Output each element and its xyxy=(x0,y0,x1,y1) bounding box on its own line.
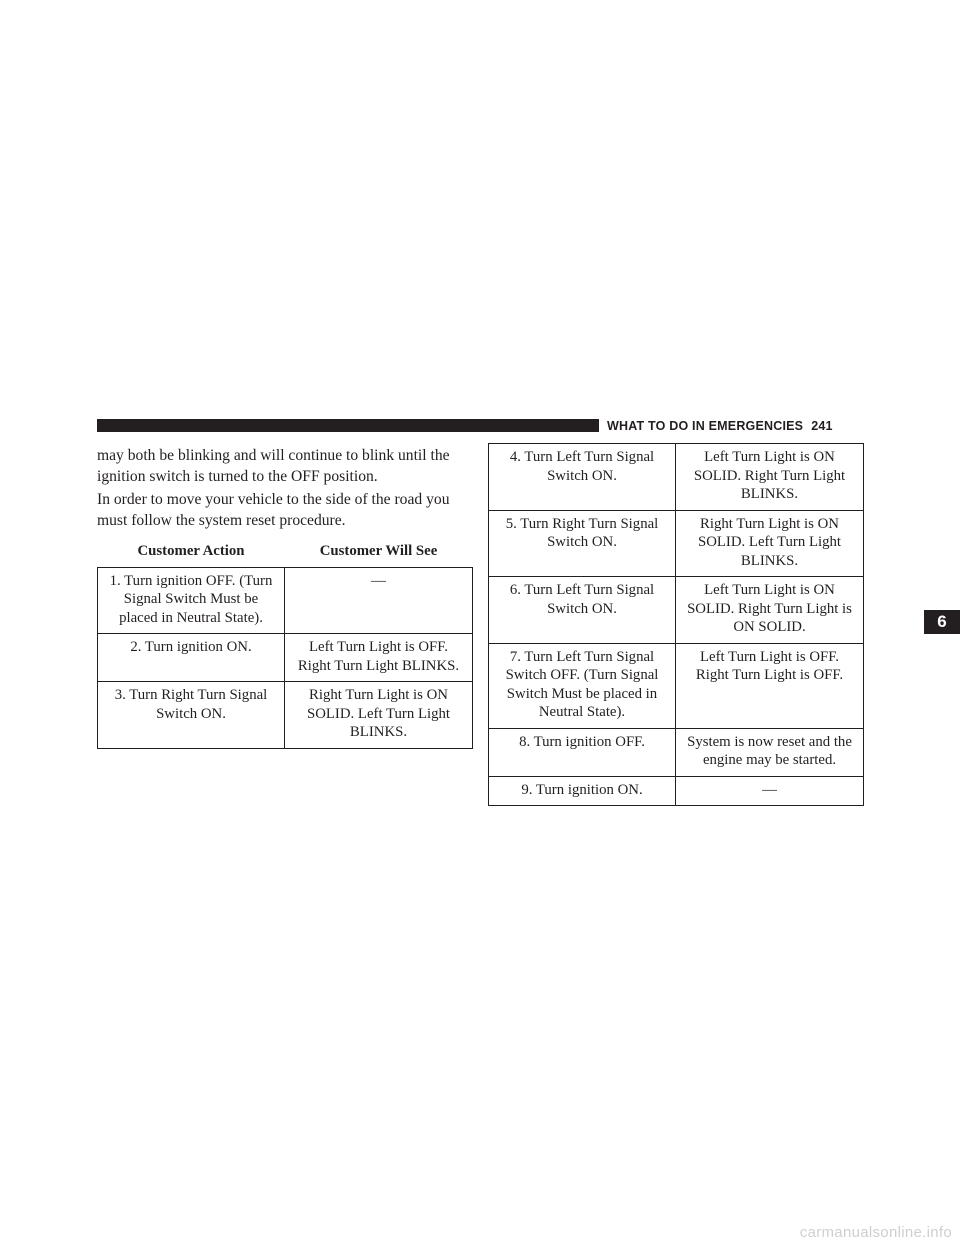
running-header xyxy=(607,418,833,434)
watermark: carmanualsonline.info xyxy=(799,1224,952,1241)
action-cell: 3. Turn Right Turn Signal Switch ON. xyxy=(98,682,285,749)
result-cell: Left Turn Light is ON SOLID. Right Turn Light BLINKS. xyxy=(676,444,864,511)
result-cell: System is now reset and the engine may be started. xyxy=(676,728,864,776)
action-cell: 9. Turn ignition ON. xyxy=(489,776,676,806)
action-cell: 7. Turn Left Turn Signal Switch OFF. (Turn Signal Switch Must be placed in Neutral State). xyxy=(489,643,676,728)
action-cell: 8. Turn ignition OFF. xyxy=(489,728,676,776)
body-paragraph: may both be blinking and will continue to blink until the ignition switch is turned to the OFF position. xyxy=(97,447,450,485)
result-cell: Right Turn Light is ON SOLID. Left Turn Light BLINKS. xyxy=(676,510,864,577)
result-cell: Left Turn Light is OFF. Right Turn Light is OFF. xyxy=(676,643,864,728)
page-number: 241 xyxy=(811,419,833,433)
table-row xyxy=(489,444,864,511)
result-cell: Right Turn Light is ON SOLID. Left Turn Light BLINKS. xyxy=(285,682,473,749)
body-paragraph: In order to move your vehicle to the side of the road you must follow the system reset procedure. xyxy=(97,491,450,529)
reset-procedure-table-part-2 xyxy=(488,443,864,806)
column-header-customer-will-see: Customer Will See xyxy=(319,543,438,559)
action-cell: 5. Turn Right Turn Signal Switch ON. xyxy=(489,510,676,577)
result-cell: — xyxy=(285,567,473,634)
section-title: WHAT TO DO IN EMERGENCIES xyxy=(607,419,804,433)
action-cell: 4. Turn Left Turn Signal Switch ON. xyxy=(489,444,676,511)
header-rule xyxy=(97,419,599,432)
column-header-customer-action: Customer Action xyxy=(137,543,245,559)
table-row xyxy=(98,682,473,749)
table-row xyxy=(98,567,473,634)
table-row xyxy=(98,634,473,682)
table-row xyxy=(489,510,864,577)
table-row xyxy=(489,728,864,776)
table-row xyxy=(489,643,864,728)
result-cell: Left Turn Light is ON SOLID. Right Turn Light is ON SOLID. xyxy=(676,577,864,644)
table-row xyxy=(489,776,864,806)
reset-procedure-table-part-1 xyxy=(97,536,473,749)
action-cell: 2. Turn ignition ON. xyxy=(98,634,285,682)
action-cell: 6. Turn Left Turn Signal Switch ON. xyxy=(489,577,676,644)
result-cell: — xyxy=(676,776,864,806)
action-cell: 1. Turn ignition OFF. (Turn Signal Switch Must be placed in Neutral State). xyxy=(98,567,285,634)
section-tab: 6 xyxy=(924,610,960,634)
table-header-row xyxy=(98,536,473,567)
table-row xyxy=(489,577,864,644)
result-cell: Left Turn Light is OFF. Right Turn Light BLINKS. xyxy=(285,634,473,682)
